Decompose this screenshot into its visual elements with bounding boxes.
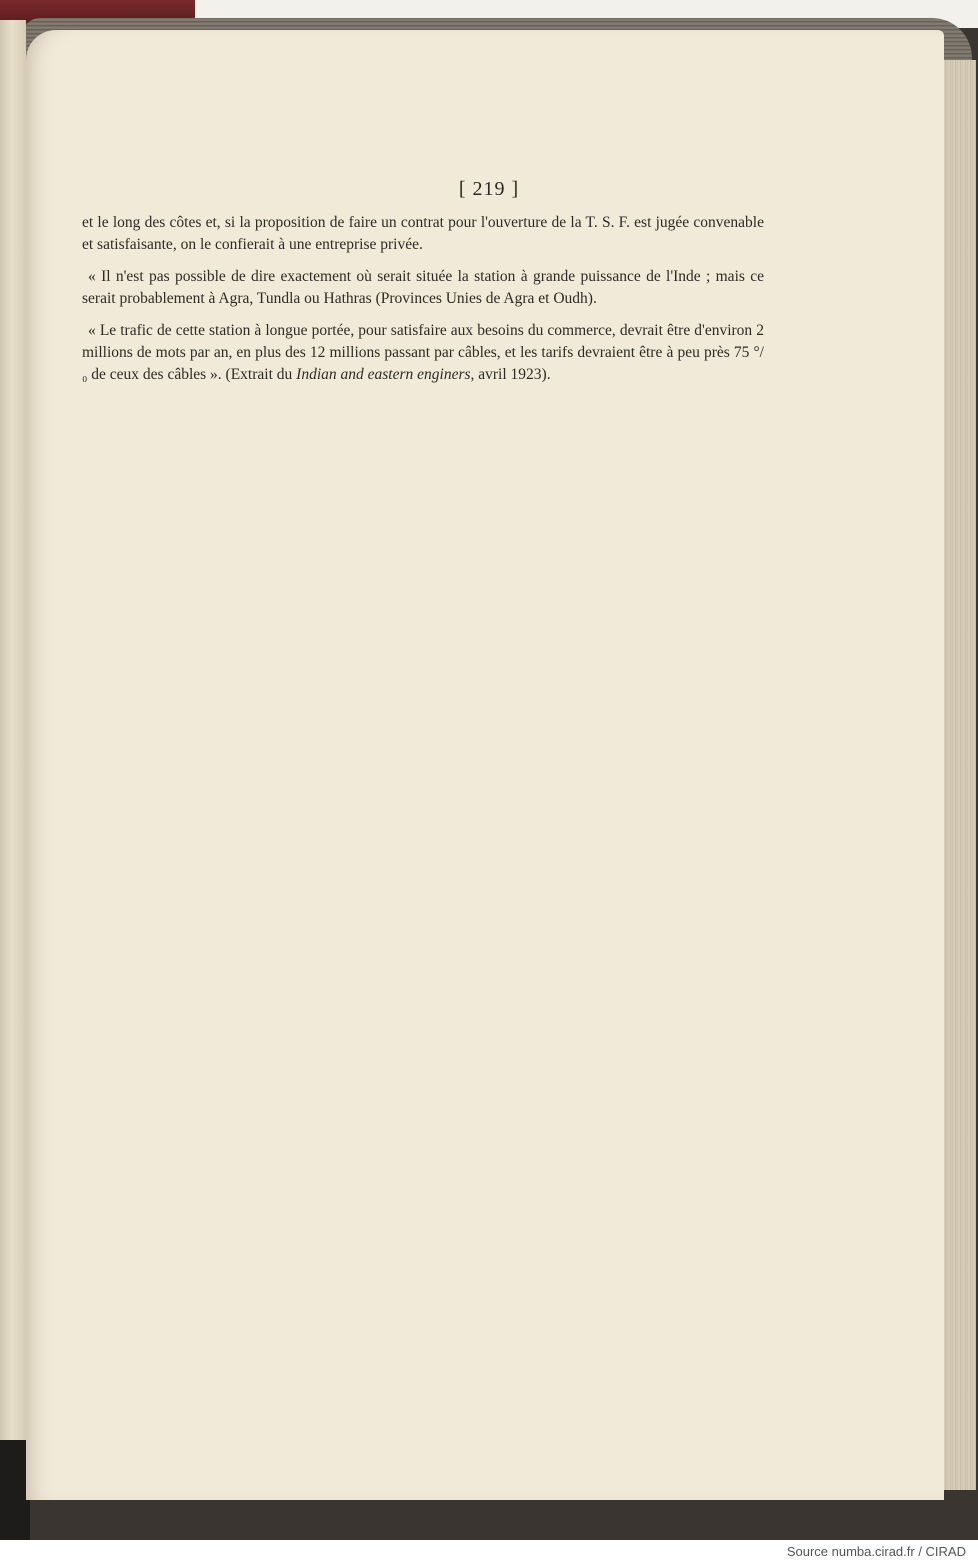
- footer: [0, 1540, 978, 1566]
- paragraph-text: « Le trafic de cette station à longue portée, pour satisfaire aux besoins du commerce, devrait être d'environ 2 millions de mots par an, en plus des 12 millions passant par câbles, et les tarifs devraient être à peu près 75 °/₀ de ceux des câbles ». (Extrait du: [82, 322, 764, 383]
- paragraph: [82, 320, 764, 386]
- publication-title: Indian and eastern enginers: [296, 366, 471, 383]
- body-text: [82, 212, 764, 396]
- source-credit: Source numba.cirad.fr / CIRAD: [786, 1544, 966, 1559]
- paragraph-text: , avril 1923).: [470, 366, 551, 383]
- paragraph: et le long des côtes et, si la proposition de faire un contrat pour l'ouverture de la T. S. F. est jugée convenable et satisfaisante, on le confierait à une entreprise privée.: [82, 214, 764, 253]
- page-number: [ 219 ]: [458, 178, 520, 200]
- paragraph: « Il n'est pas possible de dire exactement où serait située la station à grande puissance de l'Inde ; mais ce serait probablement à Agra, Tundla ou Hathras (Provinces Unies de Agra et Oudh).: [82, 268, 764, 307]
- page-stack-left: [0, 20, 26, 1450]
